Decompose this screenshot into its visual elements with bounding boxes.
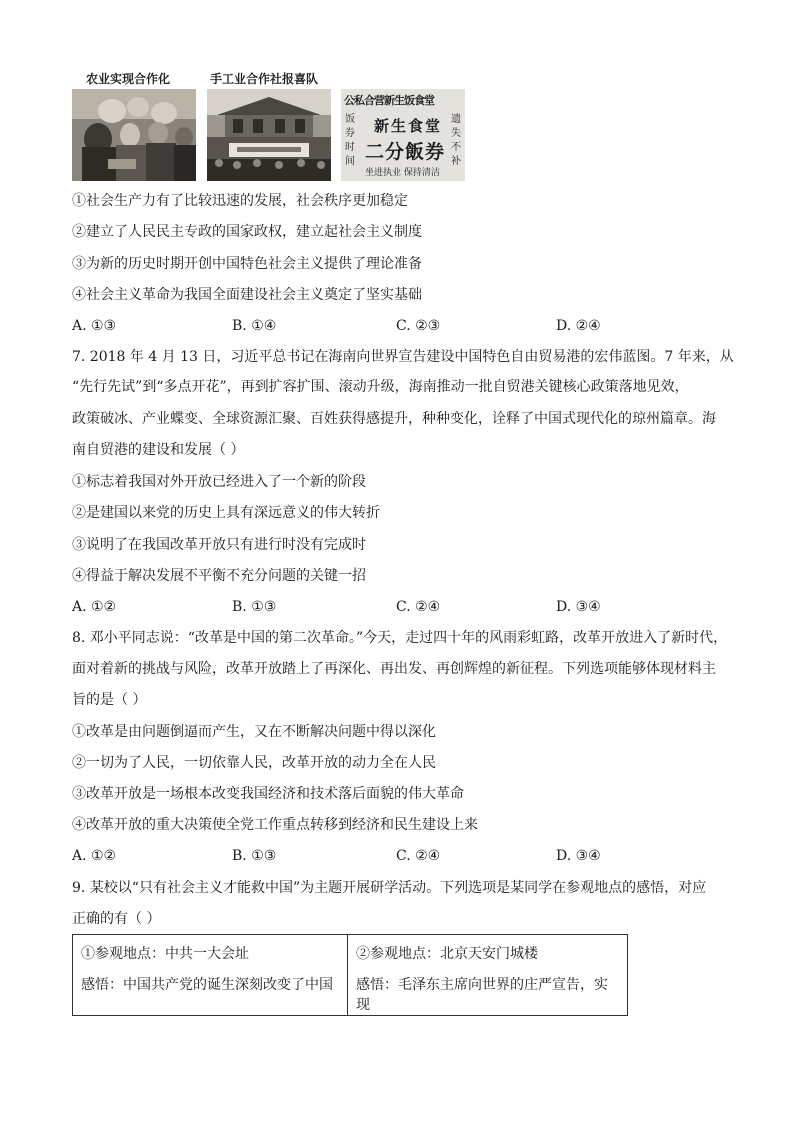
- coupon-bottom-text: 坐进执业 保持清洁: [365, 168, 440, 178]
- handicraft-photo-art: [207, 89, 331, 181]
- caption-agriculture: 农业实现合作化: [86, 72, 171, 86]
- coupon-right-char: 不: [451, 142, 461, 153]
- q6-option-d[interactable]: D. ②④: [556, 318, 601, 334]
- q7-stem-line-1: 7. 2018 年 4 月 13 日，习近平总书记在海南向世界宣告建设中国特色自由贸易港的宏伟蓝图。7 年来，从: [72, 349, 734, 365]
- q6-option-b[interactable]: B. ①④: [232, 318, 277, 334]
- q9-cell-2-feeling: 感悟：毛泽东主席向世界的庄严宣告，实现: [356, 977, 608, 1013]
- coupon-left-char: 饭: [345, 114, 355, 125]
- q6-option-c[interactable]: C. ②③: [396, 318, 441, 334]
- q7-stem-line-3: 政策破冰、产业蝶变、全球资源汇聚、百姓获得感提升，种种变化，诠释了中国式现代化的琼州篇章。海: [72, 411, 716, 427]
- q8-option-a[interactable]: A. ①②: [72, 848, 117, 864]
- q8-statement-4: ④改革开放的重大决策使全党工作重点转移到经济和民生建设上来: [72, 817, 478, 833]
- q7-option-c[interactable]: C. ②④: [396, 599, 441, 615]
- q8-stem-line-2: 面对着新的挑战与风险，改革开放踏上了再深化、再出发、再创辉煌的新征程。下列选项能够体现材料主: [72, 661, 716, 677]
- q9-cell-1-feeling: 感悟：中国共产党的诞生深刻改变了中国: [81, 977, 333, 993]
- agriculture-photo: [72, 89, 196, 181]
- coupon-center-text-2: 二分飯券: [365, 141, 446, 163]
- handicraft-photo: [207, 89, 331, 181]
- coupon-right-col: [451, 113, 463, 169]
- q6-statement-3: ③为新的历史时期开创中国特色社会主义提供了理论准备: [72, 256, 422, 272]
- q7-option-a[interactable]: A. ①②: [72, 599, 117, 615]
- q7-statement-4: ④得益于解决发展不平衡不充分问题的关键一招: [72, 568, 366, 584]
- q8-option-c[interactable]: C. ②④: [396, 848, 441, 864]
- q9-cell-1-place: ①参观地点：中共一大会址: [81, 946, 249, 962]
- coupon-left-char: 券: [345, 128, 355, 139]
- q9-cell-2: [348, 935, 628, 1016]
- q7-statement-3: ③说明了在我国改革开放只有进行时没有完成时: [72, 537, 366, 553]
- coupon-right-char: 遗: [451, 114, 461, 125]
- q9-cell-2-place: ②参观地点：北京天安门城楼: [356, 946, 538, 962]
- q7-stem-line-4: 南自贸港的建设和发展（ ）: [72, 442, 245, 458]
- coupon-left-col: [345, 113, 357, 169]
- coupon-left-char: 时: [345, 142, 355, 153]
- q9-stem-line-1: 9. 某校以“只有社会主义才能救中国”为主题开展研学活动。下列选项是某同学在参观地点的感悟，对应: [72, 880, 707, 896]
- coupon-right-char: 补: [451, 156, 461, 167]
- q9-table: [72, 934, 628, 1016]
- q9-stem-line-2: 正确的有（ ）: [72, 911, 161, 927]
- coupon-right-char: 失: [451, 128, 461, 139]
- q6-statement-1: ①社会生产力有了比较迅速的发展，社会秩序更加稳定: [72, 193, 408, 209]
- q7-statement-1: ①标志着我国对外开放已经进入了一个新的阶段: [72, 474, 366, 490]
- coupon-top-text: 公私合营新生饭食堂: [344, 94, 434, 107]
- q8-option-b[interactable]: B. ①③: [232, 848, 277, 864]
- q7-stem-line-2: “先行先试”到“多点开花”，再到扩容扩围、滚动升级，海南推动一批自贸港关键核心政策落地见效，: [72, 379, 689, 395]
- q8-statement-2: ②一切为了人民，一切依靠人民，改革开放的动力全在人民: [72, 755, 436, 771]
- caption-handicraft: 手工业合作社报喜队: [210, 72, 319, 86]
- q8-stem-line-3: 旨的是（ ）: [72, 692, 147, 708]
- meal-coupon-image: [341, 89, 465, 181]
- q6-statement-2: ②建立了人民民主专政的国家政权，建立起社会主义制度: [72, 224, 422, 240]
- coupon-center-text-1: 新生食堂: [374, 117, 443, 135]
- q9-cell-1: [73, 935, 348, 1016]
- q7-statement-2: ②是建国以来党的历史上具有深远意义的伟大转折: [72, 505, 380, 521]
- q6-option-a[interactable]: A. ①③: [72, 318, 117, 334]
- q7-option-d[interactable]: D. ③④: [556, 599, 601, 615]
- q6-statement-4: ④社会主义革命为我国全面建设社会主义奠定了坚实基础: [72, 287, 422, 303]
- q8-statement-3: ③改革开放是一场根本改变我国经济和技术落后面貌的伟大革命: [72, 786, 464, 802]
- agriculture-photo-art: [72, 89, 196, 181]
- q9-table-row: [73, 935, 628, 1016]
- coupon-left-char: 间: [345, 156, 355, 167]
- q7-option-b[interactable]: B. ①③: [232, 599, 277, 615]
- q8-statement-1: ①改革是由问题倒逼而产生，又在不断解决问题中得以深化: [72, 724, 436, 740]
- q8-stem-line-1: 8. 邓小平同志说：“改革是中国的第二次革命。”今天，走过四十年的风雨彩虹路，改革开放进入了新时代，: [72, 630, 728, 646]
- q8-option-d[interactable]: D. ③④: [556, 848, 601, 864]
